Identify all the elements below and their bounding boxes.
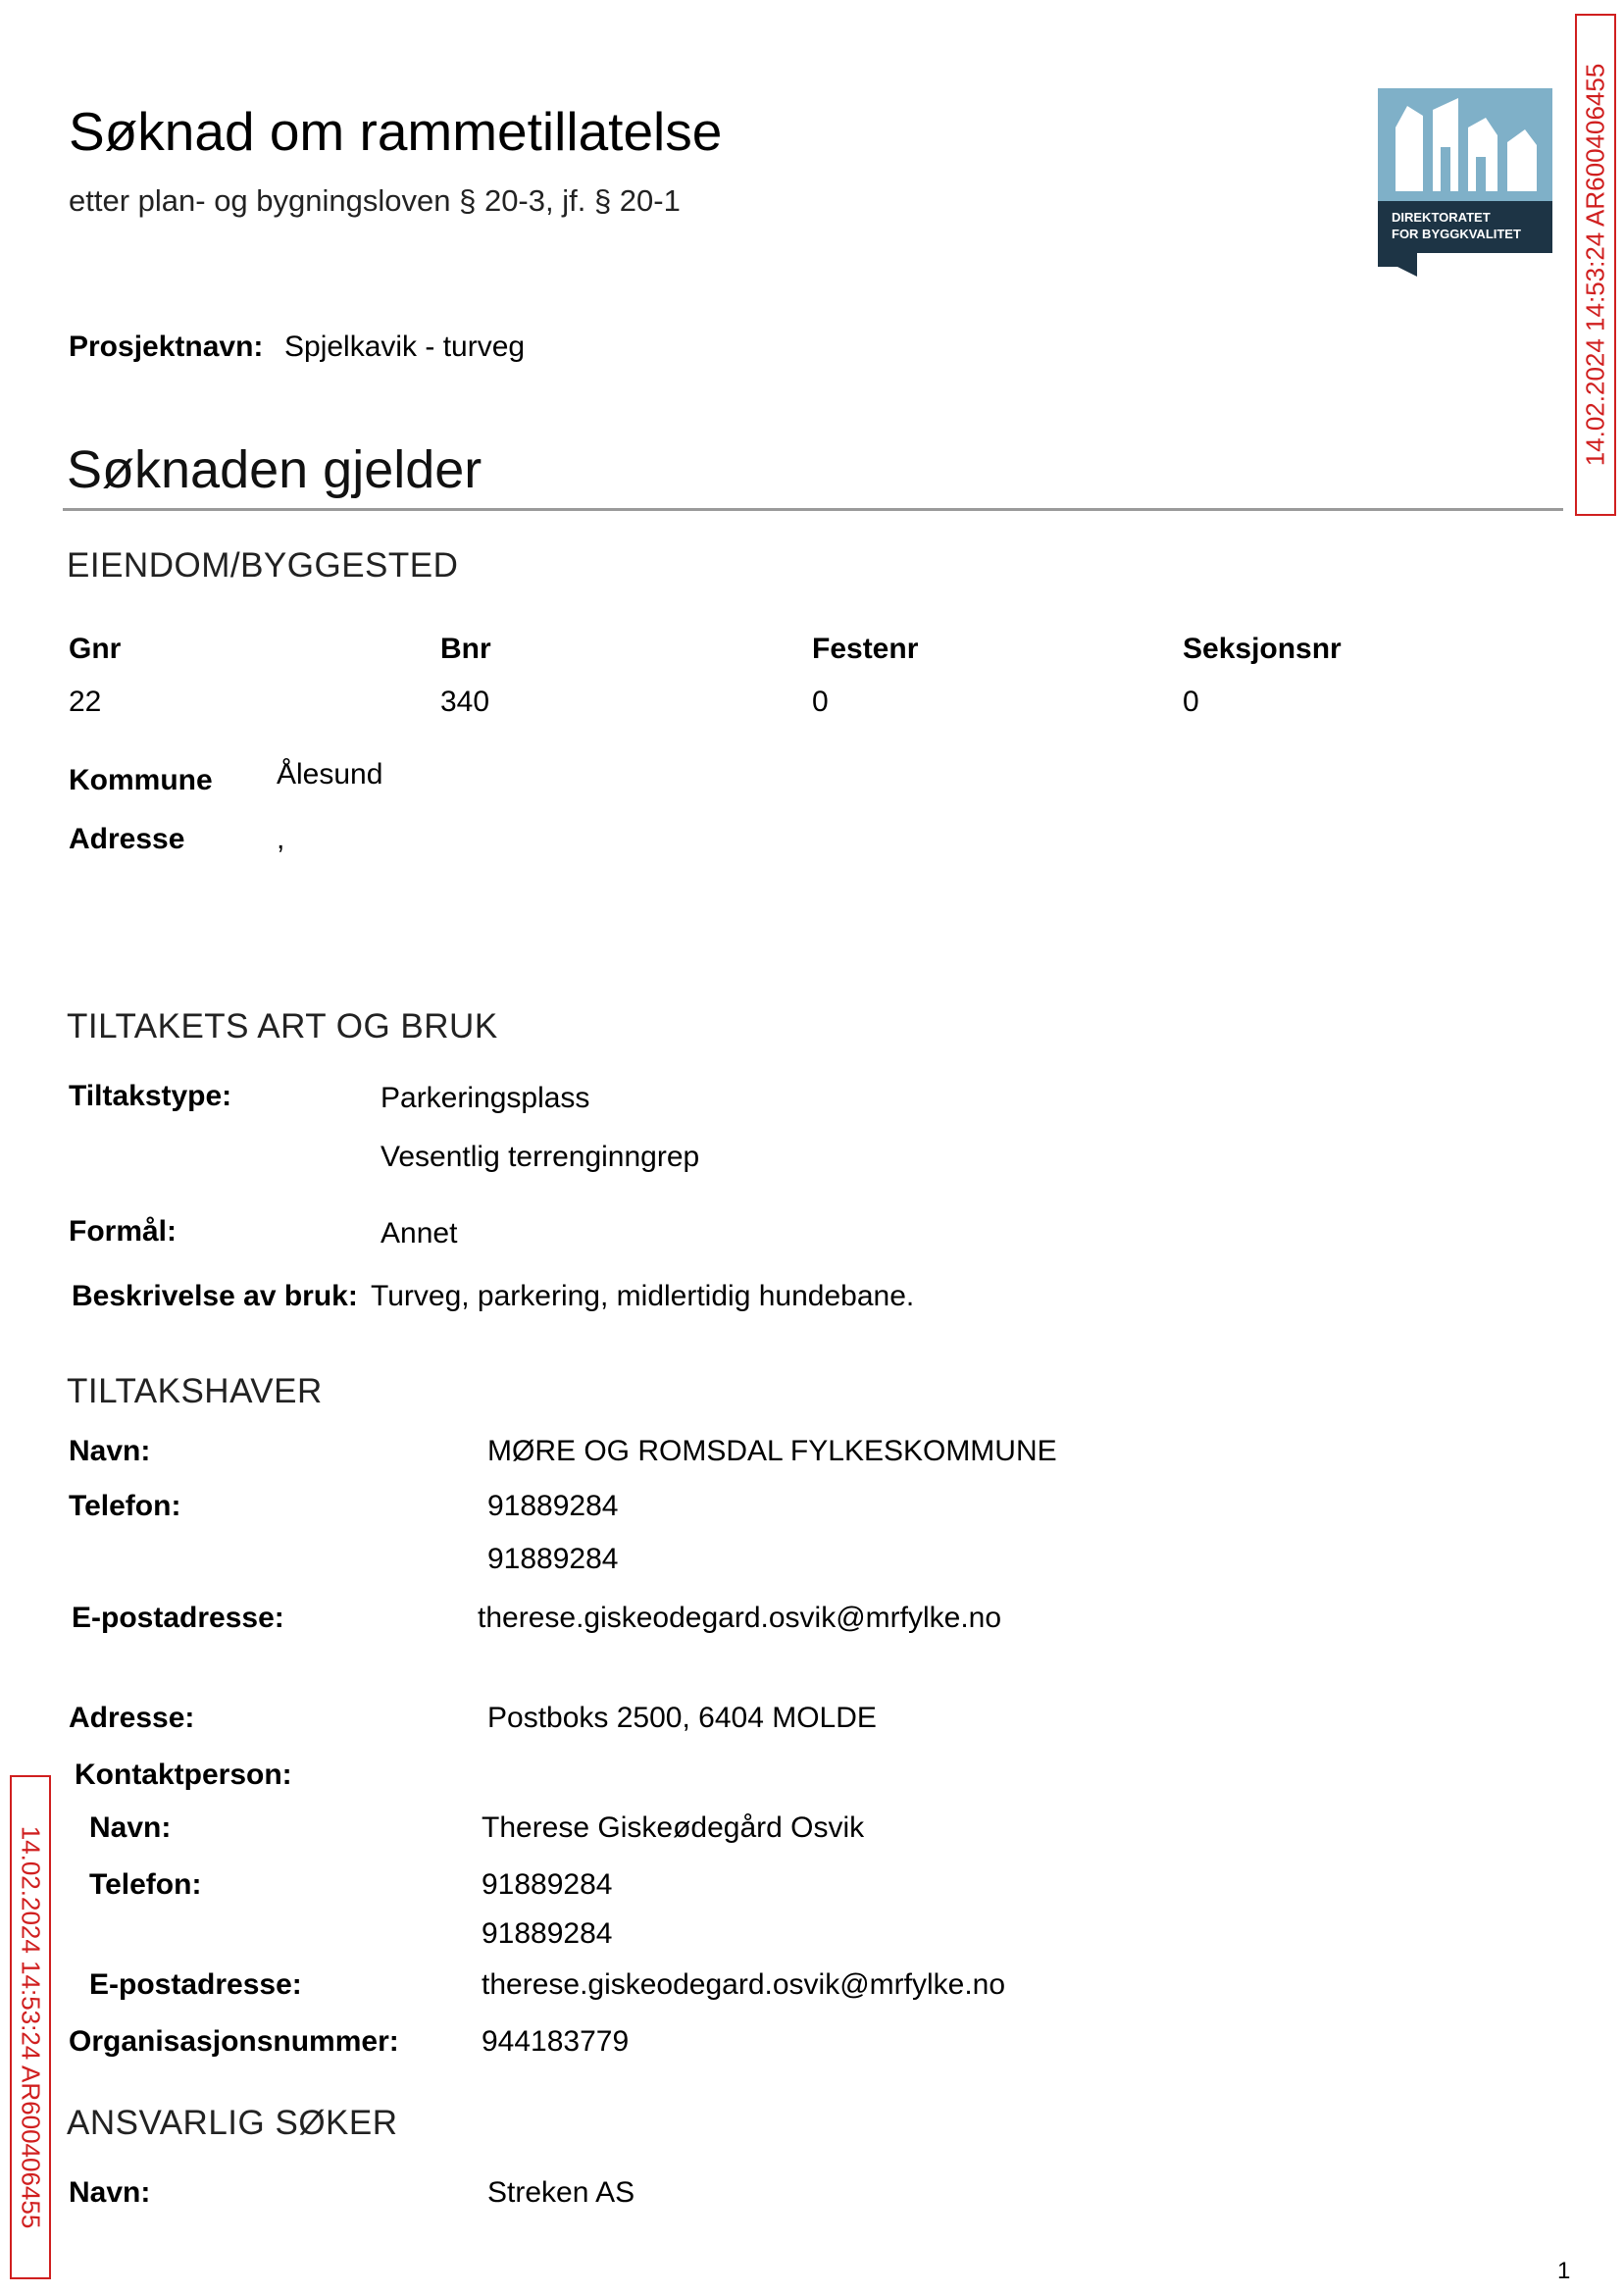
dibk-logo	[1378, 88, 1552, 277]
tiltakshaver-navn-value: MØRE OG ROMSDAL FYLKESKOMMUNE	[487, 1435, 1057, 1467]
tiltakshaver-adresse-label: Adresse:	[69, 1702, 195, 1734]
tiltak-heading: TILTAKETS ART OG BRUK	[67, 1007, 498, 1045]
stamp-text-top: 14.02.2024 14:53:24 AR600406455	[1580, 63, 1610, 467]
festenr-value: 0	[812, 686, 829, 718]
bnr-label: Bnr	[440, 633, 491, 665]
stamp-text-bottom: 14.02.2024 14:53:24 AR600406455	[16, 1825, 46, 2229]
tiltakshaver-telefon-value-1: 91889284	[487, 1490, 619, 1522]
kontakt-navn-value: Therese Giskeødegård Osvik	[482, 1811, 865, 1844]
kontakt-navn-label: Navn:	[89, 1811, 172, 1844]
tiltakshaver-telefon-value-2: 91889284	[487, 1543, 619, 1575]
festenr-label: Festenr	[812, 633, 919, 665]
ansvarlig-heading: ANSVARLIG SØKER	[67, 2104, 398, 2142]
logo-line-1: DIREKTORATET	[1392, 210, 1491, 225]
seksjonsnr-value: 0	[1183, 686, 1199, 718]
formal-value: Annet	[381, 1217, 458, 1249]
adresse-value: ,	[277, 823, 285, 855]
kommune-label: Kommune	[69, 764, 213, 796]
orgnr-value: 944183779	[482, 2025, 630, 2058]
tiltakstype-label: Tiltakstype:	[69, 1080, 232, 1112]
eiendom-heading: EIENDOM/BYGGESTED	[67, 546, 459, 585]
dibk-logo-graphic	[1378, 88, 1552, 277]
gnr-label: Gnr	[69, 633, 122, 665]
beskrivelse-label: Beskrivelse av bruk:	[72, 1280, 358, 1312]
receipt-stamp-top	[1575, 14, 1616, 516]
project-value: Spjelkavik - turveg	[284, 331, 526, 363]
kommune-value: Ålesund	[277, 758, 383, 790]
kontakt-epost-label: E-postadresse:	[89, 1968, 302, 2001]
formal-label: Formål:	[69, 1215, 178, 1248]
section-divider	[63, 508, 1563, 511]
receipt-stamp-bottom	[10, 1775, 51, 2279]
tiltakshaver-epost-label: E-postadresse:	[72, 1602, 284, 1634]
gnr-value: 22	[69, 686, 102, 718]
ansvarlig-navn-value: Streken AS	[487, 2176, 635, 2209]
kontakt-telefon-value-1: 91889284	[482, 1868, 613, 1901]
tiltakstype-value-2: Vesentlig terrenginngrep	[381, 1141, 700, 1173]
adresse-label: Adresse	[69, 823, 185, 855]
tiltakstype-value-1: Parkeringsplass	[381, 1082, 590, 1114]
document-title: Søknad om rammetillatelse	[69, 101, 723, 162]
project-label: Prosjektnavn:	[69, 331, 264, 363]
kontakt-telefon-label: Telefon:	[89, 1868, 202, 1901]
kontakt-epost-value: therese.giskeodegard.osvik@mrfylke.no	[482, 1968, 1006, 2001]
tiltakshaver-heading: TILTAKSHAVER	[67, 1372, 323, 1410]
orgnr-label: Organisasjonsnummer:	[69, 2025, 399, 2058]
tiltakshaver-telefon-label: Telefon:	[69, 1490, 181, 1522]
beskrivelse-value: Turveg, parkering, midlertidig hundebane.	[371, 1280, 915, 1312]
bnr-value: 340	[440, 686, 490, 718]
tiltakshaver-epost-value: therese.giskeodegard.osvik@mrfylke.no	[478, 1602, 1002, 1634]
page-number: 1	[1557, 2258, 1571, 2284]
tiltakshaver-navn-label: Navn:	[69, 1435, 151, 1467]
section-title: Søknaden gjelder	[67, 440, 482, 499]
kontakt-telefon-value-2: 91889284	[482, 1917, 613, 1950]
ansvarlig-navn-label: Navn:	[69, 2176, 151, 2209]
logo-line-2: FOR BYGGKVALITET	[1392, 227, 1521, 241]
kontaktperson-label: Kontaktperson:	[75, 1759, 292, 1791]
seksjonsnr-label: Seksjonsnr	[1183, 633, 1342, 665]
tiltakshaver-adresse-value: Postboks 2500, 6404 MOLDE	[487, 1702, 877, 1734]
document-subtitle: etter plan- og bygningsloven § 20-3, jf. § 20-1	[69, 183, 681, 218]
